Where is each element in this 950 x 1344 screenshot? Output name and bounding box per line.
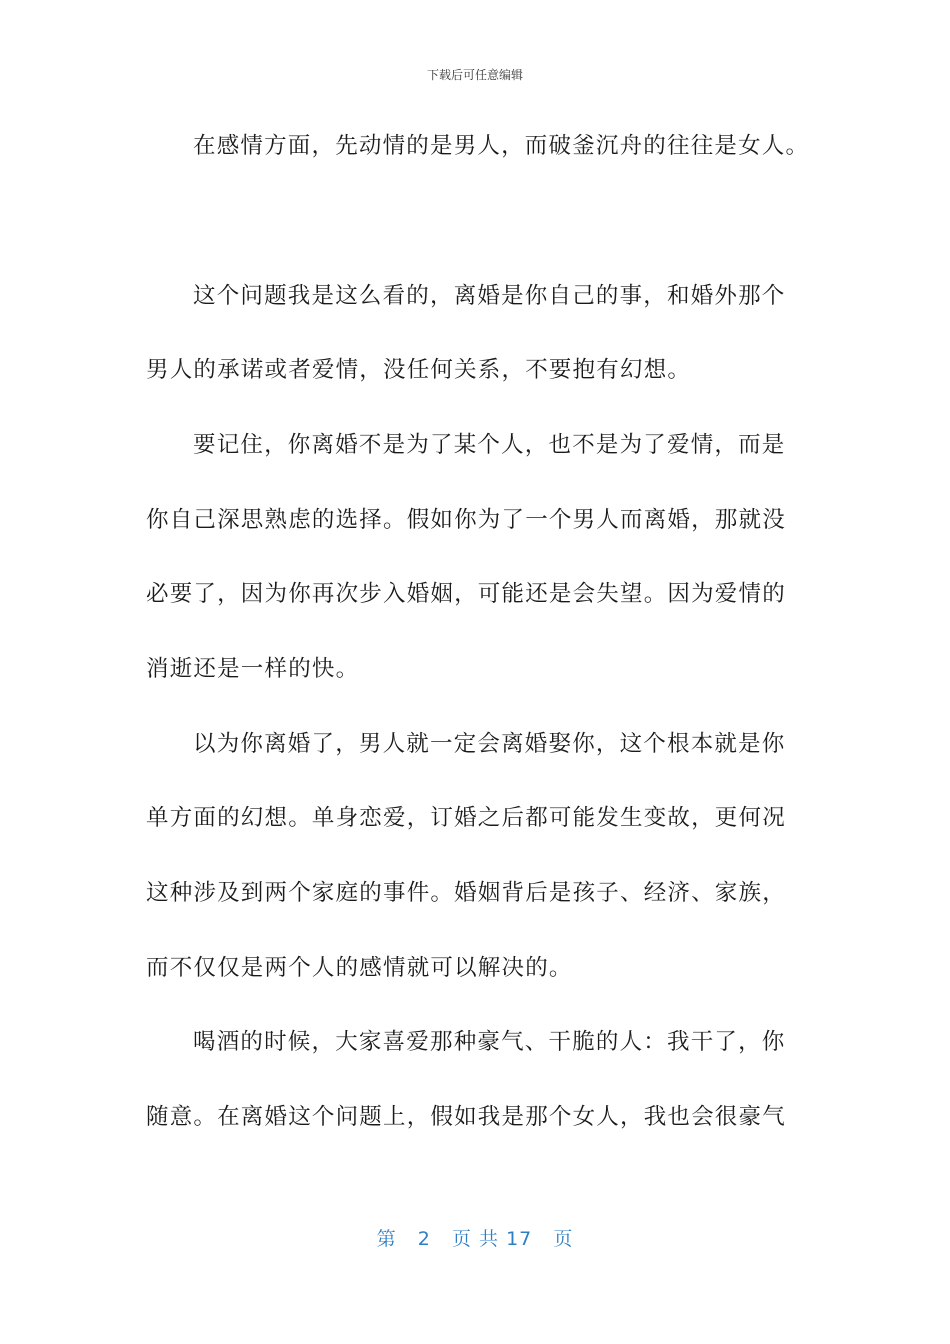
paragraph-line: 要记住，你离婚不是为了某个人，也不是为了爱情，而是	[193, 432, 786, 458]
paragraph-line: 你自己深思熟虑的选择。假如你为了一个男人而离婚，那就没	[146, 507, 786, 533]
paragraph-line: 在感情方面，先动情的是男人，而破釜沉舟的往往是女人。	[193, 133, 810, 159]
paragraph-line: 以为你离婚了，男人就一定会离婚娶你，这个根本就是你	[193, 731, 786, 757]
footer-middle: 页 共	[451, 1228, 500, 1250]
footer-suffix: 页	[553, 1228, 574, 1250]
footer-total-pages: 17	[506, 1228, 533, 1250]
paragraph-line: 单方面的幻想。单身恋爱，订婚之后都可能发生变故，更何况	[146, 805, 786, 831]
paragraph-line: 男人的承诺或者爱情，没任何关系，不要抱有幻想。	[146, 357, 692, 383]
paragraph-line: 而不仅仅是两个人的感情就可以解决的。	[146, 955, 573, 981]
footer-page-number: 2	[417, 1228, 431, 1250]
paragraph-line: 随意。在离婚这个问题上，假如我是那个女人，我也会很豪气	[146, 1104, 786, 1130]
page-header-note: 下载后可任意编辑	[426, 68, 523, 82]
paragraph-line: 这个问题我是这么看的，离婚是你自己的事，和婚外那个	[193, 283, 786, 309]
paragraph-line: 喝酒的时候，大家喜爱那种豪气、干脆的人：我干了，你	[193, 1029, 786, 1055]
paragraph-line: 必要了，因为你再次步入婚姻，可能还是会失望。因为爱情的	[146, 581, 786, 607]
paragraph-line: 消逝还是一样的快。	[146, 656, 360, 682]
page-footer	[0, 1224, 950, 1251]
footer-prefix: 第	[376, 1228, 397, 1250]
paragraph-line: 这种涉及到两个家庭的事件。婚姻背后是孩子、经济、家族，	[146, 880, 786, 906]
